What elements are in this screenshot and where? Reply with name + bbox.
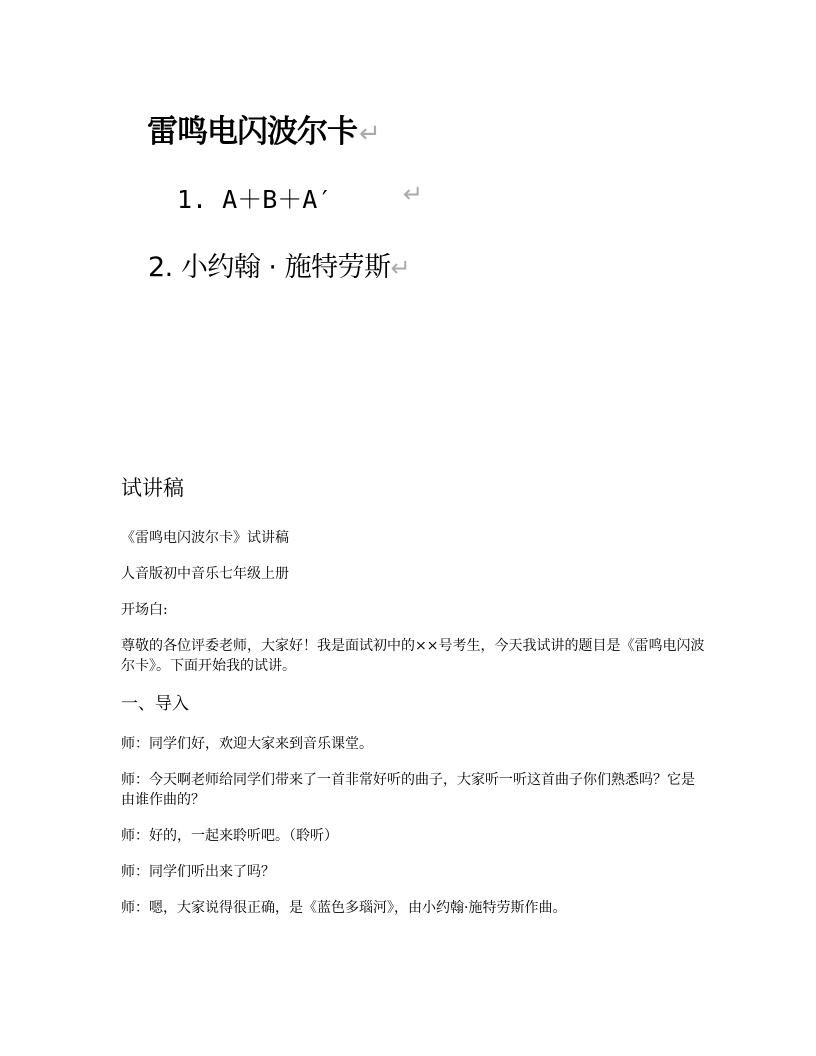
- document-body: [121, 474, 706, 934]
- dialogue-paragraph: 师：今天啊老师给同学们带来了一首非常好听的曲子，大家听一听这首曲子你们熟悉吗？它是由谁作曲的？: [121, 772, 695, 808]
- document-heading: 试讲稿: [121, 476, 184, 500]
- dialogue-paragraph: 师：嗯，大家说得很正确，是《蓝色多瑙河》，由小约翰·施特劳斯作曲。: [121, 900, 567, 916]
- return-mark-icon: ↵: [403, 180, 424, 208]
- dialogue-paragraph: 师：同学们听出来了吗？: [121, 864, 275, 880]
- edition-line: 人音版初中音乐七年级上册: [121, 566, 289, 582]
- document-subtitle: 《雷鸣电闪波尔卡》试讲稿: [121, 530, 289, 546]
- opening-paragraph: 尊敬的各位评委老师，大家好！我是面试初中的××号考生，今天我试讲的题目是《雷鸣电闪波尔卡》。下面开始我的试讲。: [121, 638, 705, 674]
- image-title: 雷鸣电闪波尔卡: [147, 114, 357, 150]
- dialogue-paragraph: 师：同学们好，欢迎大家来到音乐课堂。: [121, 736, 373, 752]
- section-heading-intro: 一、导入: [121, 694, 189, 714]
- dialogue-paragraph: 师：好的，一起来聆听吧。（聆听）: [121, 828, 338, 844]
- image-composer-line: 2. 小约翰 · 施特劳斯: [148, 252, 391, 283]
- return-mark-icon: ↵: [359, 119, 380, 149]
- image-form-line: 1. A＋B＋A′: [177, 185, 333, 214]
- return-mark-icon: ↵: [390, 254, 411, 282]
- opening-label: 开场白:: [121, 602, 168, 618]
